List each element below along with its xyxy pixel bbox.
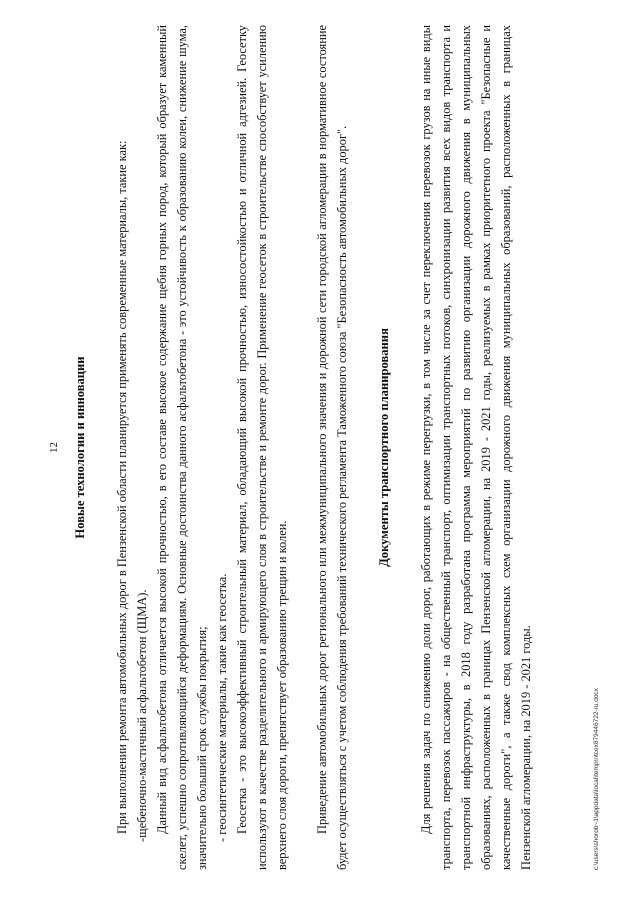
list-item-sma: -щебеночно-мастичный асфальтобетон (ЩМА). <box>135 589 149 842</box>
rotated-document-page <box>48 25 603 870</box>
footer-file-path: c:\users\shorob~1\appdata\local\temp\ntcex879446722-ru.docx <box>593 688 600 870</box>
page-number: 12 <box>48 442 60 453</box>
paragraph-road-standards: Приведение автомобильных дорог регионального или межмуниципального значения и дорожной сети городской агломерации в нормативное состояние будет осуществляться с учетом соблюдения требований технического регламента Таможенного союза "Безопасность автомобильных дорог". <box>315 25 349 870</box>
section-heading-new-technologies: Новые технологии и инновации <box>73 356 87 539</box>
paragraph-transport-planning: Для решения задач по снижению доли дорог, работающих в режиме перегрузки, в том числе за счет переключения перевозок грузов на иные виды транспорта, перевозок пассажиров - на общественный транспорт, оптимизации транспортных потоков, синхронизации развития всех видов транспорта и транспортной инфраструктуры, в 2018 году разработана программа мероприятий по развитию организации дорожного движения в муниципальных образованиях, расположенных в границах Пензенской агломерации, на 2019 - 2021 годы, реализуемых в рамках приоритетного проекта "Безопасные и качественные дороги", а также свод комплексных схем организации дорожного движения муниципальных образований, расположенных в границах Пензенской агломерации, на 2019 - 2021 годы. <box>419 25 533 870</box>
list-item-geosynthetics: - геосинтетические материалы, такие как геосетка. <box>215 573 229 842</box>
section-heading-transport-planning: Документы транспортного планирования <box>377 328 391 567</box>
document-body <box>70 25 536 870</box>
paragraph-intro-materials: При выполнении ремонта автомобильных дорог в Пензенской области планируется применять современные материалы, такие как: <box>115 140 129 834</box>
paragraph-sma-description: Данный вид асфальтобетона отличается высокой прочностью, в его составе высокое содержание щебня горных пород, который образует каменный скелет, успешно сопротивляющийся деформациям. Основные достоинства данного асфальтобетона - это устойчивость к образованию колеи, снижение шума, значительно больший срок службы покрытия; <box>155 25 209 870</box>
paragraph-geogrid-description: Геосетка - это высокоэффективный строительный материал, обладающий высокой прочностью, износостойкостью и отличной адгезией. Геосетку используют в качестве разделительного и армирующего слоя в строительстве и ремонте дорог. Применение геосеток в строительстве способствует усилению верхнего слоя дороги, препятствует образованию трещин и колеи. <box>235 25 289 870</box>
